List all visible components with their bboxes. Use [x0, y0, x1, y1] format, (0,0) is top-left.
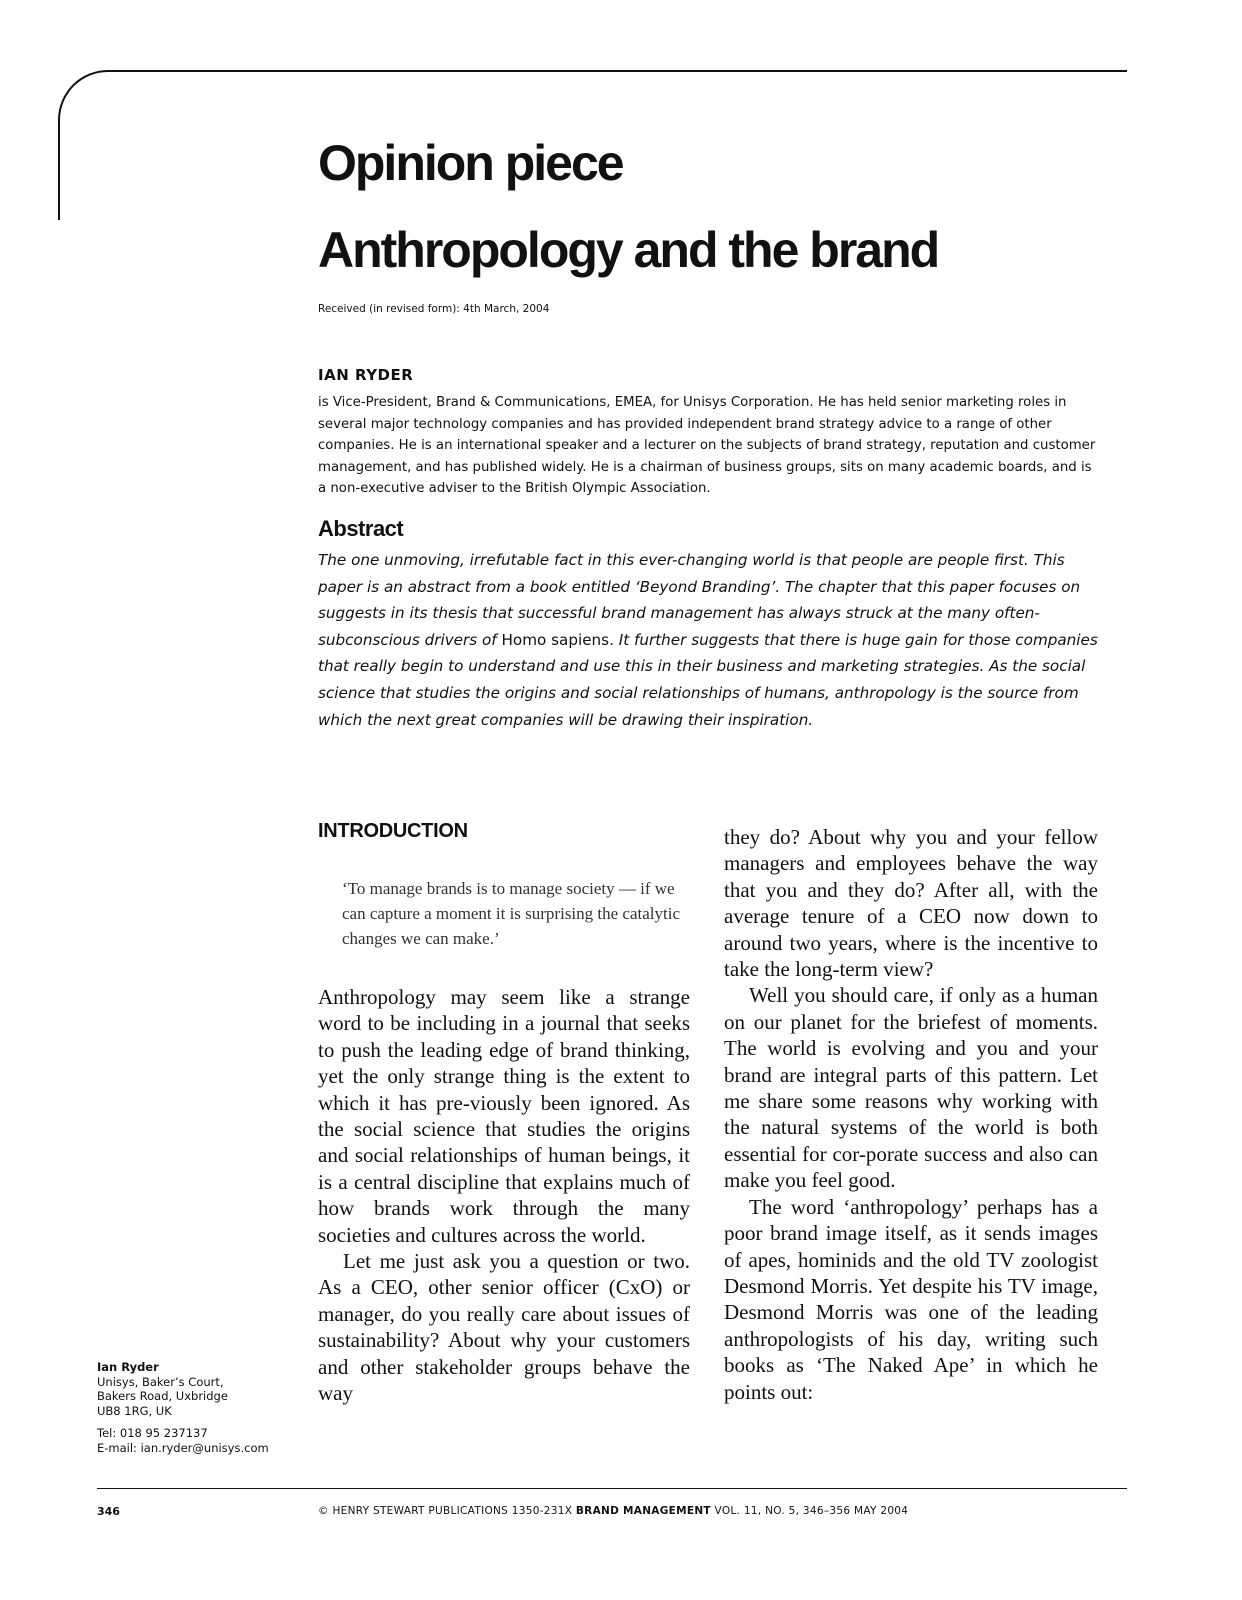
address-line: Bakers Road, Uxbridge [97, 1389, 228, 1403]
footer-issue: VOL. 11, NO. 5, 346–356 MAY 2004 [714, 1505, 909, 1517]
address-tel: Tel: 018 95 237137 [97, 1426, 208, 1440]
page-number: 346 [97, 1505, 120, 1518]
author-address [97, 1360, 269, 1455]
epigraph-quote: ‘To manage brands is to manage society — if we can capture a moment it is surprising the catalytic changes we can make.’ [342, 879, 680, 948]
abstract-text-before: The one unmoving, irrefutable fact in this ever-changing world is that people are people first. This paper is an abstract from a book entitled ‘Beyond Branding’. The chapter that this paper focuses on suggests in its thesis that successful brand management has always struck at the many often-subconscious drivers of [318, 551, 1081, 649]
page-frame-corner [58, 70, 128, 220]
footer-citation [318, 1505, 908, 1517]
abstract-text [318, 547, 1108, 733]
article-kicker: Opinion piece [318, 135, 623, 191]
paragraph: Well you should care, if only as a human on our planet for the briefest of moments. The world is evolving and you and your brand are integral parts of this pattern. Let me share some reasons why working with the natural systems of the world is both essential for cor-porate success and also can make you feel good. [724, 983, 1098, 1193]
body-column-left [318, 984, 690, 1407]
paragraph: Let me just ask you a question or two. As a CEO, other senior officer (CxO) or manager, do you really care about issues of sustainability? About why your customers and other stakeholder groups behave the way [318, 1249, 690, 1406]
paragraph: The word ‘anthropology’ perhaps has a poor brand image itself, as it sends images of apes, hominids and the old TV zoologist Desmond Morris. Yet despite his TV image, Desmond Morris was one of the leading anthropologists of his day, writing such books as ‘The Naked Ape’ in which he points out: [724, 1194, 1098, 1404]
footer-rule [97, 1488, 1127, 1489]
address-email: E-mail: ian.ryder@unisys.com [97, 1440, 269, 1455]
address-line: UB8 1RG, UK [97, 1403, 172, 1418]
address-name: Ian Ryder [97, 1360, 159, 1374]
abstract-text-after: It further suggests that there is huge gain for those companies that really begin to understand and use this in their business and marketing strategies. As the social science that studies the origins and social relationships of humans, anthropology is the source from which the next great companies will be drawing their inspiration. [318, 630, 1098, 729]
article-title: Anthropology and the brand [318, 222, 939, 278]
paragraph: they do? About why you and your fellow managers and employees behave the way that you and they do? After all, with the average tenure of a CEO now down to around two years, where is the incentive to take the long-term view? [724, 825, 1098, 982]
author-bio: is Vice-President, Brand & Communications, EMEA, for Unisys Corporation. He has held senior marketing roles in several major technology companies and has provided independent brand strategy advice to a range of other companies. He is an international speaker and a lecturer on the subjects of brand strategy, reputation and customer management, and has published widely. He is a chairman of business groups, sits on many academic boards, and is a non-executive adviser to the British Olympic Association. [318, 395, 1096, 496]
received-date: Received (in revised form): 4th March, 2004 [318, 303, 550, 315]
footer-publisher: © HENRY STEWART PUBLICATIONS 1350-231X [318, 1505, 573, 1517]
footer-journal: BRAND MANAGEMENT [575, 1505, 711, 1517]
abstract-species: Homo sapiens. [501, 630, 614, 649]
introduction-heading: INTRODUCTION [318, 820, 468, 842]
abstract-heading: Abstract [318, 516, 404, 541]
paragraph: Anthropology may seem like a strange word to be including in a journal that seeks to push the leading edge of brand thinking, yet the only strange thing is the extent to which it has pre-viously been ignored. As the social science that studies the origins and social relationships of human beings, it is a central discipline that explains much of how brands work through the many societies and cultures across the world. [318, 985, 690, 1247]
body-column-right [724, 824, 1098, 1405]
address-line: Unisys, Baker’s Court, [97, 1374, 224, 1389]
author-name: IAN RYDER [318, 366, 414, 384]
page-frame-top-rule [127, 70, 1127, 72]
